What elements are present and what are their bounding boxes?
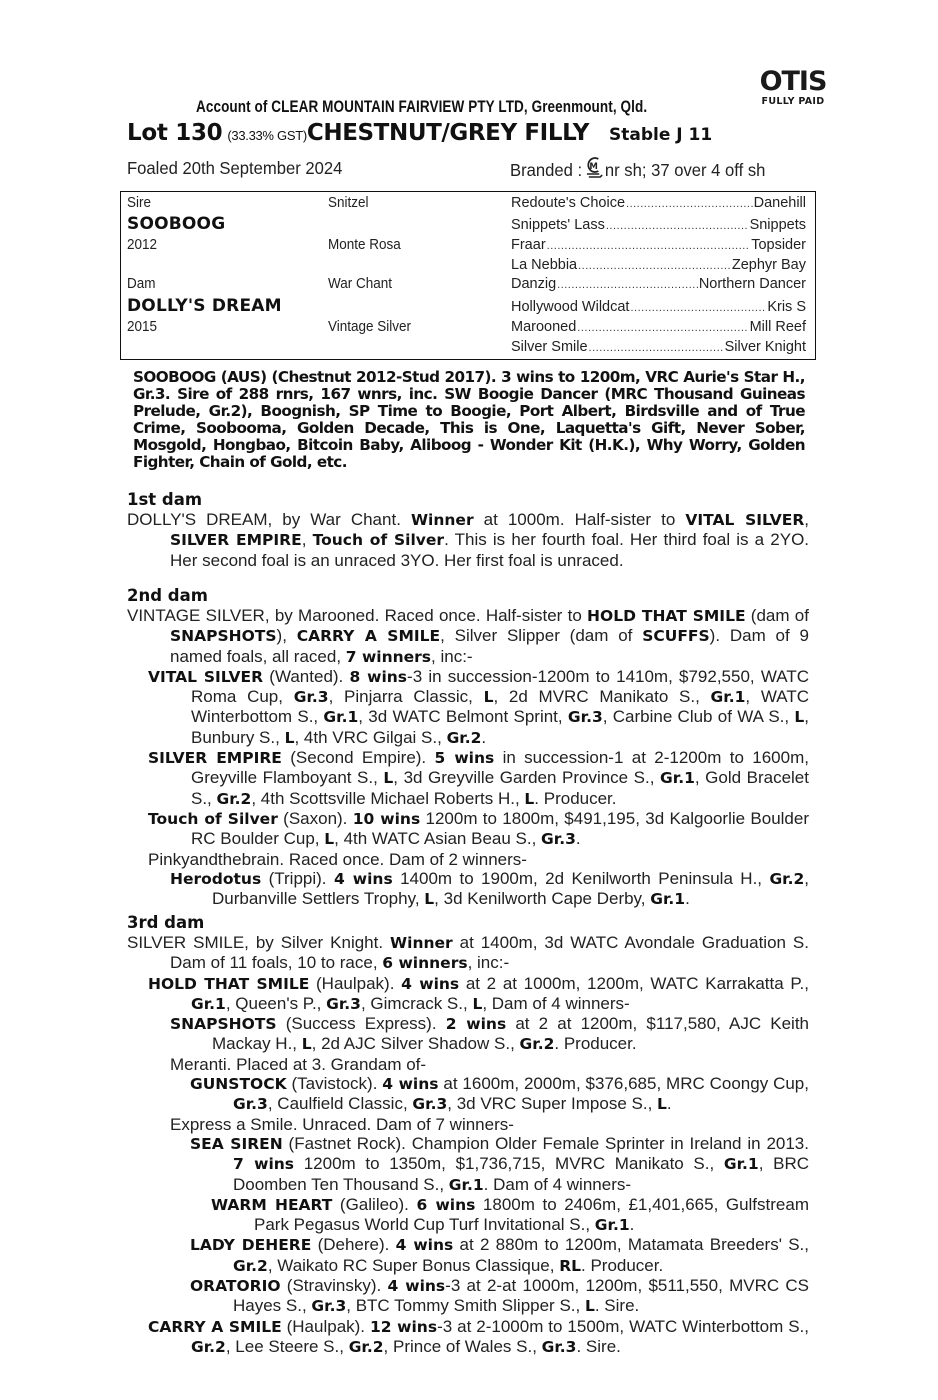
text: (Haulpak). <box>309 973 402 993</box>
bold-text: Gr.3 <box>311 1297 347 1316</box>
text: (Trippi). <box>261 868 334 888</box>
otis-logo-mark: OTIS <box>759 66 827 97</box>
ancestor-name: Redoute's Choice <box>511 195 626 211</box>
bold-text: Winner <box>410 511 474 529</box>
text: (Tavistock). <box>286 1074 383 1094</box>
ancestor-sire: Kris S <box>767 299 806 315</box>
progeny-entry <box>127 1317 809 1358</box>
bold-text: L <box>284 728 295 747</box>
ancestor-name: Hollywood Wildcat <box>511 299 630 315</box>
fully-paid-label: FULLY PAID <box>761 96 825 107</box>
bold-text: Gr.1 <box>660 769 695 788</box>
text: , Gimcrack S., <box>360 993 473 1013</box>
text: . <box>685 889 690 909</box>
horse-description: CHESTNUT/GREY FILLY <box>306 120 589 146</box>
third-gen-row <box>511 319 806 335</box>
progeny-entry <box>127 1195 809 1236</box>
third-dam-body <box>127 933 809 1357</box>
bold-text: CARRY A SMILE <box>148 1317 282 1336</box>
text: , <box>301 530 313 550</box>
third-gen-row <box>511 299 806 315</box>
text: , Durbanville Settlers Trophy, <box>212 868 810 909</box>
text: at 2 880m to 1200m, Matamata Breeders' S., <box>453 1235 809 1255</box>
bold-text: 7 winners <box>345 647 432 666</box>
ancestor-name: La Nebbia <box>511 257 578 273</box>
second-dam-section <box>127 586 809 909</box>
bold-text: L <box>524 789 535 808</box>
text: , Lee Steere S., <box>225 1336 349 1356</box>
text: , <box>804 510 810 529</box>
text: . Producer. <box>554 1034 637 1054</box>
text: . <box>629 1215 635 1235</box>
bold-text: SNAPSHOTS <box>170 1015 277 1034</box>
bold-text: L <box>383 769 394 788</box>
bold-text: Herodotus <box>170 869 262 888</box>
text: , Queen's P., <box>225 993 327 1013</box>
text: , 2d MVRC Manikato S., <box>493 687 711 707</box>
bold-text: SNAPSHOTS <box>170 627 277 646</box>
first-dam-body <box>127 510 809 570</box>
text: , BRC Doomben Ten Thousand S., <box>233 1154 810 1194</box>
dams-dam: Vintage Silver <box>328 319 411 335</box>
text: Express a Smile. Unraced. Dam of 7 winners- <box>170 1114 514 1134</box>
text: 1200m to 1350m, $1,736,715, MVRC Manikato S., <box>294 1154 724 1174</box>
text: , 4th WATC Asian Beau S., <box>334 829 542 849</box>
text: , 4th Scottsville Michael Roberts H., <box>251 788 525 808</box>
text: , 3d WATC Belmont Sprint, <box>358 707 568 727</box>
bold-text: 7 wins <box>233 1155 295 1174</box>
text: , BTC Tommy Smith Slipper S., <box>346 1296 585 1316</box>
leader-dots <box>547 240 751 252</box>
sires-sire: Snitzel <box>328 195 369 211</box>
bold-text: SILVER EMPIRE <box>148 749 282 768</box>
third-gen-row <box>511 237 806 253</box>
ancestor-name: Marooned <box>511 319 577 335</box>
progeny-entry <box>127 850 809 869</box>
dam-label: Dam <box>127 276 156 292</box>
text: . Dam of 4 winners- <box>483 1174 632 1194</box>
bold-text: VITAL SILVER <box>685 511 805 529</box>
text: . Sire. <box>594 1296 640 1316</box>
bold-text: Gr.1 <box>710 688 746 707</box>
first-dam-heading: 1st dam <box>127 490 203 509</box>
progeny-entry <box>127 1134 809 1195</box>
ancestor-name: Danzig <box>511 276 557 292</box>
bold-text: Gr.3 <box>233 1095 268 1114</box>
progeny-entry <box>127 748 809 809</box>
text: -3 at 2-at 1000m, 1200m, $511,550, MVRC CS Hayes S., <box>233 1276 810 1316</box>
bold-text: Gr.3 <box>326 994 361 1013</box>
third-gen-row <box>511 257 806 273</box>
bold-text: Gr.3 <box>541 1337 577 1356</box>
second-dam-body <box>127 606 809 909</box>
branded-text: nr sh; 37 over 4 off sh <box>604 159 766 180</box>
dam-name: DOLLY'S DREAM <box>127 296 282 316</box>
text: , Pinjarra Classic, <box>328 687 484 707</box>
bold-text: 4 wins <box>401 974 460 993</box>
text: ), <box>276 626 297 646</box>
pedigree-table <box>120 191 816 360</box>
bold-text: Gr.3 <box>293 688 329 707</box>
ancestor-sire: Danehill <box>753 195 806 211</box>
text: (Dehere). <box>311 1235 396 1255</box>
text: 1800m to 2406m, £1,401,665, Gulfstream Park Pegasus World Cup Turf Invitational S., <box>254 1194 809 1235</box>
bold-text: 10 wins <box>352 809 421 828</box>
bold-text: Gr.2 <box>216 789 252 808</box>
sire-label: Sire <box>127 195 151 211</box>
bold-text: LADY DEHERE <box>190 1236 312 1255</box>
bold-text: L <box>584 1297 595 1316</box>
cm-brand-icon <box>584 156 603 180</box>
bold-text: Touch of Silver <box>148 809 278 828</box>
text: (Stravinsky). <box>280 1276 388 1296</box>
sire-name: SOOBOOG <box>127 214 226 234</box>
bold-text: WARM HEART <box>211 1195 333 1214</box>
first-dam-section <box>127 490 809 570</box>
bold-text: Winner <box>390 934 453 952</box>
text: , inc:- <box>467 953 510 973</box>
bold-text: GUNSTOCK <box>190 1075 287 1094</box>
bold-text: 6 winners <box>382 954 468 973</box>
progeny-entry <box>127 974 809 1015</box>
text: , 3d Greyville Garden Province S., <box>393 768 661 788</box>
text: . <box>481 727 487 747</box>
leader-dots <box>630 302 766 314</box>
bold-text: 5 wins <box>434 749 495 768</box>
text: (Fastnet Rock). Champion Older Female Sprinter in Ireland in 2013. <box>282 1133 809 1153</box>
bold-text: Gr.2 <box>348 1337 384 1356</box>
text: at 1600m, 2000m, $376,685, MRC Coongy Cup, <box>438 1074 809 1094</box>
text: , Caulfield Classic, <box>267 1094 413 1114</box>
leader-dots <box>578 260 731 272</box>
text: at 2 at 1000m, 1200m, WATC Karrakatta P., <box>459 973 809 993</box>
ancestor-sire: Zephyr Bay <box>731 257 806 273</box>
text: , WATC Winterbottom S., <box>191 687 809 727</box>
bold-text: L <box>657 1095 667 1114</box>
text: -3 in succession-1200m to 1410m, $792,550, WATC Roma Cup, <box>191 666 809 707</box>
bold-text: HOLD THAT SMILE <box>587 607 746 625</box>
text: ). Dam of 9 named foals, all raced, <box>170 626 809 666</box>
vendor-account: Account of CLEAR MOUNTAIN FAIRVIEW PTY LTD, Greenmount, Qld. <box>196 98 648 116</box>
dam-paragraph <box>127 510 809 570</box>
dams-sire: War Chant <box>328 276 392 292</box>
ancestor-sire: Silver Knight <box>724 339 806 355</box>
bold-text: VITAL SILVER <box>148 667 264 686</box>
text: at 2 at 1200m, $117,580, AJC Keith Mackay H., <box>212 1014 809 1054</box>
bold-text: Gr.1 <box>323 708 359 727</box>
progeny-entry <box>127 1235 809 1276</box>
third-gen-row <box>511 339 806 355</box>
leader-dots <box>589 342 724 354</box>
text: , 3d VRC Super Impose S., <box>447 1094 658 1114</box>
bold-text: RL <box>559 1256 581 1275</box>
text: (Wanted). <box>263 666 350 686</box>
ancestor-sire: Mill Reef <box>749 319 806 335</box>
third-gen-row <box>511 217 806 233</box>
bold-text: L <box>794 708 805 727</box>
text: , inc:- <box>431 646 473 666</box>
text: at 1000m. Half-sister to <box>473 510 686 529</box>
text: , 2d AJC Silver Shadow S., <box>311 1034 520 1054</box>
text: at 1400m, 3d WATC Avondale Graduation S. Dam of 11 foals, 10 to race, <box>170 933 809 973</box>
text: . <box>575 829 581 849</box>
text: , Waikato RC Super Bonus Classique, <box>267 1255 560 1275</box>
dam-year: 2015 <box>127 319 158 335</box>
text: Pinkyandthebrain. Raced once. Dam of 2 winners- <box>148 849 527 869</box>
leader-dots <box>577 322 748 334</box>
text: , Gold Bracelet S., <box>191 768 809 808</box>
dam-paragraph <box>127 933 809 974</box>
text: , Silver Slipper (dam of <box>440 626 643 646</box>
bold-text: CARRY A SMILE <box>296 627 441 646</box>
gst-note: (33.33% GST) <box>227 128 307 143</box>
progeny-entry <box>127 869 809 910</box>
bold-text: 12 wins <box>369 1317 438 1336</box>
progeny-entry <box>127 1014 809 1055</box>
stable-location: Stable J 11 <box>609 125 713 145</box>
bold-text: 4 wins <box>395 1236 454 1255</box>
leader-dots <box>626 198 753 210</box>
text: , Prince of Wales S., <box>383 1336 542 1356</box>
lot-line <box>127 120 712 146</box>
bold-text: Gr.2 <box>769 869 805 888</box>
text: (Galileo). <box>332 1194 417 1214</box>
text: , Bunbury S., <box>191 707 809 747</box>
text: , Dam of 4 winners- <box>482 993 630 1013</box>
bold-text: L <box>301 1035 312 1054</box>
bold-text: 4 wins <box>387 1277 446 1296</box>
text: (Saxon). <box>277 808 353 828</box>
third-gen-row <box>511 276 806 292</box>
text: in succession-1 at 2-1200m to 1600m, Greyville Flamboyant S., <box>191 748 809 788</box>
bold-text: 2 wins <box>445 1015 507 1034</box>
text: . Sire. <box>576 1336 621 1356</box>
text: (Second Empire). <box>281 748 435 768</box>
bold-text: L <box>483 688 494 707</box>
text: SILVER SMILE, by Silver Knight. <box>127 933 391 952</box>
text: 1200m to 1800m, $491,195, 3d Kalgoorlie Boulder RC Boulder Cup, <box>191 808 809 849</box>
progeny-entry <box>127 1055 809 1074</box>
text: (Success Express). <box>276 1014 446 1034</box>
leader-dots <box>606 220 749 232</box>
lot-number: Lot 130 <box>127 120 223 146</box>
progeny-entry <box>127 809 809 850</box>
bold-text: Gr.2 <box>233 1256 268 1275</box>
bold-text: L <box>424 890 435 909</box>
bold-text: 8 wins <box>349 667 408 686</box>
branded-label: Branded : <box>510 159 583 180</box>
bold-text: HOLD THAT SMILE <box>148 974 310 993</box>
bold-text: L <box>472 994 483 1013</box>
bold-text: Gr.1 <box>448 1175 484 1194</box>
bold-text: Gr.1 <box>723 1155 759 1174</box>
ancestor-name: Fraar <box>511 237 546 253</box>
bold-text: 4 wins <box>333 869 393 888</box>
text: . Producer. <box>534 788 617 808</box>
ancestor-sire: Topsider <box>751 237 806 253</box>
progeny-entry <box>127 1115 809 1134</box>
progeny-entry <box>127 1074 809 1115</box>
bold-text: Gr.3 <box>541 830 576 849</box>
svg-text:M: M <box>589 161 598 173</box>
bold-text: Gr.1 <box>191 994 226 1013</box>
foaled-date: Foaled 20th September 2024 <box>127 158 343 178</box>
second-dam-heading: 2nd dam <box>127 586 208 605</box>
sires-dam: Monte Rosa <box>328 237 401 253</box>
text: (dam of <box>745 606 809 625</box>
bold-text: ORATORIO <box>190 1277 281 1296</box>
text: (Haulpak). <box>281 1316 370 1336</box>
bold-text: SILVER EMPIRE <box>170 531 302 550</box>
bold-text: Gr.2 <box>519 1035 555 1054</box>
bold-text: Touch of Silver <box>312 531 445 550</box>
text: , 3d Kenilworth Cape Derby, <box>434 889 651 909</box>
bold-text: SEA SIREN <box>190 1134 283 1153</box>
sire-summary: SOOBOOG (AUS) (Chestnut 2012-Stud 2017). 3 wins to 1200m, VRC Aurie's Star H., Gr.3. Sire of 288 rnrs, 167 wnrs, inc. SW Boogie Dancer (MRC Thousand Guineas Prelude, Gr.2), Boognish, SP Time to Boogie, Port Albert, Birdsville and of True Crime, Soobooma, Golden Decade, This is One, Laquetta's Gift, Never Sober, Mosgold, Hongbao, Bitcoin Baby, Aliboog - Wonder Kit (H.K.), Why Worry, Golden Fighter, Chain of Gold, etc. <box>133 368 805 471</box>
bold-text: Gr.2 <box>446 728 482 747</box>
bold-text: SCUFFS <box>642 627 710 646</box>
progeny-entry <box>127 1276 809 1317</box>
brand-info <box>510 158 765 182</box>
otis-logo <box>750 68 836 107</box>
bold-text: 4 wins <box>382 1075 439 1094</box>
text: DOLLY'S DREAM, by War Chant. <box>127 510 411 529</box>
third-dam-heading: 3rd dam <box>127 913 205 932</box>
text: . Producer. <box>581 1255 664 1275</box>
progeny-entry <box>127 667 809 748</box>
dam-paragraph <box>127 606 809 667</box>
bold-text: L <box>324 830 335 849</box>
bold-text: 6 wins <box>416 1195 476 1214</box>
text: VINTAGE SILVER, by Marooned. Raced once. Half-sister to <box>127 606 588 625</box>
ancestor-name: Snippets' Lass <box>511 217 605 233</box>
text: 1400m to 1900m, 2d Kenilworth Peninsula H., <box>392 868 770 888</box>
bold-text: Gr.1 <box>650 890 686 909</box>
text: , 4th VRC Gilgai S., <box>294 727 447 747</box>
text: . <box>666 1094 672 1114</box>
bold-text: Gr.2 <box>191 1337 226 1356</box>
text: , Carbine Club of WA S., <box>602 707 795 727</box>
ancestor-sire: Northern Dancer <box>698 276 806 292</box>
text: -3 at 2-1000m to 1500m, WATC Winterbottom S., <box>437 1316 809 1336</box>
text: Meranti. Placed at 3. Grandam of- <box>170 1054 427 1074</box>
bold-text: Gr.3 <box>412 1095 448 1114</box>
ancestor-name: Silver Smile <box>511 339 588 355</box>
ancestor-sire: Snippets <box>749 217 806 233</box>
bold-text: Gr.3 <box>567 708 603 727</box>
sire-year: 2012 <box>127 237 158 253</box>
leader-dots <box>557 279 698 291</box>
text: . This is her fourth foal. Her third foal is a 2YO. Her second foal is an unraced 3YO. Her first foal is unraced. <box>170 530 810 570</box>
third-gen-row <box>511 195 806 211</box>
third-dam-section <box>127 913 809 1357</box>
bold-text: Gr.1 <box>594 1216 630 1235</box>
